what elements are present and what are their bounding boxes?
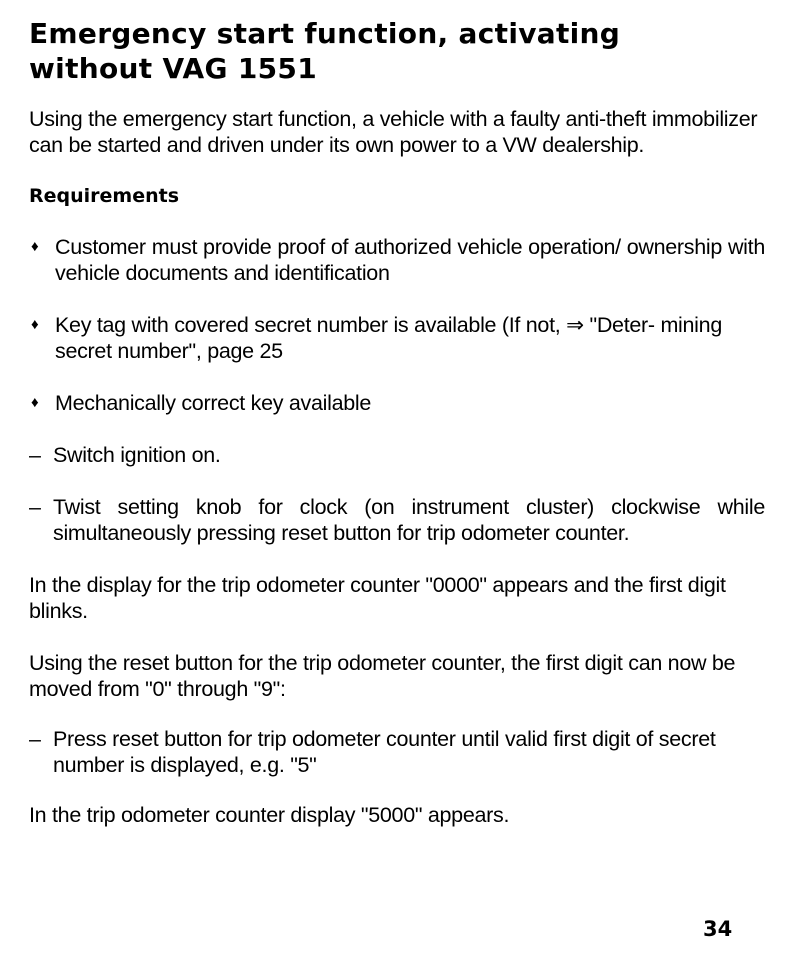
diamond-bullet-icon: ♦	[31, 238, 39, 255]
reset-paragraph: Using the reset button for the trip odometer counter, the first digit can now be moved from "0" through "9":	[29, 651, 736, 701]
requirement-item	[29, 312, 765, 364]
digit-steps-list	[29, 726, 765, 778]
requirement-text-start: Key tag with covered secret number is available (If not,	[55, 313, 567, 337]
intro-paragraph: Using the emergency start function, a vehicle with a faulty anti-theft immobilizer can be started and driven under its own power to a VW dealership.	[29, 107, 758, 157]
procedure-step	[29, 726, 765, 778]
procedure-step-text: Switch ignition on.	[53, 443, 221, 467]
diamond-bullet-icon: ♦	[31, 316, 39, 333]
page-title-line-2: without VAG 1551	[29, 52, 317, 85]
manual-page	[29, 16, 765, 828]
dash-bullet-icon: –	[29, 495, 41, 519]
procedure-steps-list	[29, 442, 765, 546]
cross-reference-link[interactable]: "Deter- mining secret number", page 25	[55, 313, 722, 363]
page-number: 34	[703, 917, 733, 941]
requirement-text	[55, 312, 765, 364]
requirement-text: Mechanically correct key available	[55, 391, 372, 415]
cross-reference-arrow-icon: ⇒	[566, 313, 584, 337]
requirement-item	[29, 234, 765, 286]
procedure-step	[29, 442, 765, 468]
requirements-heading: Requirements	[29, 185, 180, 207]
dash-bullet-icon: –	[29, 443, 41, 467]
requirement-text: Customer must provide proof of authorized vehicle operation/ ownership with vehicle documents and identification	[55, 235, 765, 285]
diamond-bullet-icon: ♦	[31, 394, 39, 411]
page-title-line-1: Emergency start function, activating	[29, 17, 621, 50]
procedure-step	[29, 494, 765, 546]
procedure-step-text: Press reset button for trip odometer counter until valid first digit of secret number is displayed, e.g. "5"	[53, 727, 716, 777]
display-paragraph: In the display for the trip odometer counter "0000" appears and the first digit blinks.	[29, 573, 726, 623]
dash-bullet-icon: –	[29, 727, 41, 751]
result-paragraph: In the trip odometer counter display "5000" appears.	[29, 803, 510, 827]
procedure-step-text: Twist setting knob for clock (on instrument cluster) clockwise while simultaneously pressing reset button for trip odometer counter.	[53, 495, 765, 545]
requirement-item	[29, 390, 765, 416]
page-title	[29, 16, 765, 86]
requirements-list	[29, 234, 765, 416]
